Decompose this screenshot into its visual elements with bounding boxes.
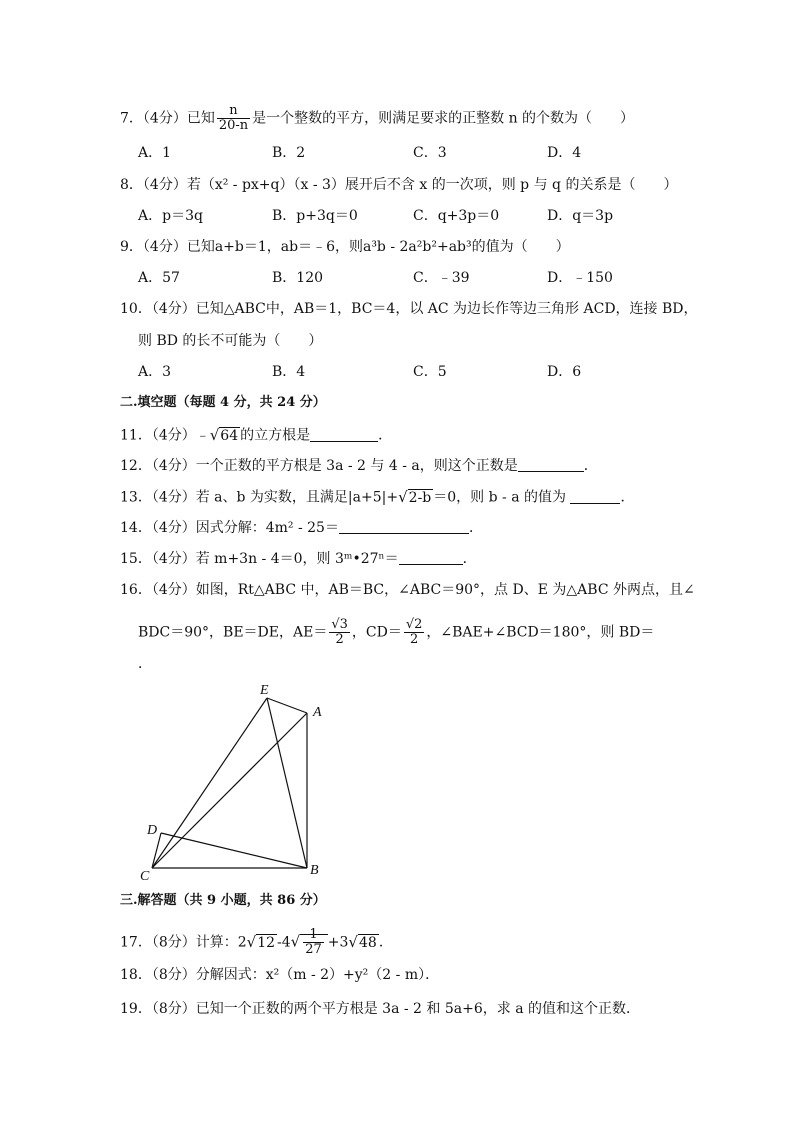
option-b: B．2 [272,145,306,161]
question-16-line-1: 16．（4分）如图，Rt△ABC 中，AB＝BC，∠ABC＝90°，点 D、E 为△ABC 外两点，且∠ [120,582,695,598]
geometry-figure [140,678,340,883]
option-b: B．120 [272,270,324,286]
radical: √48 [348,933,377,951]
label-d: D [147,823,158,838]
segment-db [161,833,307,868]
answer-blank[interactable] [399,550,463,565]
option-a: A．3 [138,364,172,380]
segment-eb [267,698,307,868]
option-d: D．6 [547,364,582,380]
answer-blank[interactable] [310,427,378,442]
section-heading-solutions: 三.解答题（共 9 小题，共 86 分） [120,893,326,908]
label-b: B [310,863,319,878]
label-c: C [140,869,150,883]
question-16-line-2: BDC＝90°，BE＝DE，AE＝ $\frac{√3}{2}$ ，CD＝ $\frac{√2}{2}$ ，∠BAE+∠BCD＝180°，则 BD＝ [138,617,655,647]
question-12: 12．（4分）一个正数的平方根是 3a - 2 与 4 - a，则这个正数是 ． [120,458,598,474]
question-18: 18．（8分）分解因式：x²（m - 2）+y²（2 - m）． [120,967,440,983]
fraction: $\frac{n}{20-n}$ [218,103,249,133]
answer-blank[interactable] [570,489,620,504]
label-e: E [260,683,269,698]
question-8: 8．（4分）若（x² - px+q）（x - 3）展开后不含 x 的一次项，则 p 与 q 的关系是（ ） [120,177,678,193]
radical: √64 [209,426,239,444]
label-a: A [313,705,322,720]
option-c: C．﹣39 [413,270,470,286]
question-11: 11．（4分）﹣√64 的立方根是 ． [120,426,393,444]
question-10-line-2: 则 BD 的长不可能为（ ） [138,333,323,349]
option-a: A．1 [138,145,172,161]
question-15: 15．（4分）若 m+3n - 4＝0，则 3ᵐ•27ⁿ＝ ． [120,551,477,567]
option-a: A．57 [138,270,180,286]
fraction: $\frac{√2}{2}$ [405,617,423,647]
radical: √2-b [398,488,432,506]
question-17: 17．（8分）计算：2√12 -4√ $\frac{1}{27}$ +3√48 ． [120,927,393,957]
segment-ac [152,713,307,868]
question-19: 19．（8分）已知一个正数的两个平方根是 3a - 2 和 5a+6，求 a 的值和这个正数． [120,1001,641,1017]
option-c: C．3 [413,145,447,161]
option-c: C．q+3p＝0 [413,208,500,224]
option-b: B．p+3q＝0 [272,208,358,224]
option-a: A．p＝3q [138,208,203,224]
segment-ec [152,698,267,868]
section-heading-fill-in: 二.填空题（每题 4 分，共 24 分） [120,395,326,410]
fraction: $\frac{1}{27}$ [305,927,322,957]
question-7: 7．（4分）已知 $\frac{n}{20-n}$ 是一个整数的平方，则满足要求的正整数 n 的个数为（ ） [120,103,635,133]
answer-blank[interactable] [518,457,584,472]
question-14: 14．（4分）因式分解：4m² - 25＝ ． [120,520,483,536]
question-9: 9．（4分）已知a+b＝1，ab＝﹣6，则a³b - 2a²b²+ab³的值为（ ） [120,239,570,255]
radical: √ $\frac{1}{27}$ [291,928,328,957]
segment-ea [267,698,307,713]
option-c: C．5 [413,364,447,380]
option-d: D．4 [547,145,582,161]
fraction: $\frac{√3}{2}$ [331,617,348,647]
option-d: D．q＝3p [547,208,614,224]
question-10-line-1: 10．（4分）已知△ABC中，AB＝1，BC＝4，以 AC 为边长作等边三角形 ACD，连接 BD， [120,301,698,317]
question-13: 13．（4分）若 a、b 为实数，且满足|a+5|+√2-b ＝0，则 b - a 的值为 ． [120,488,635,506]
option-d: D．﹣150 [547,270,613,286]
option-b: B．4 [272,364,306,380]
question-16-line-3: ． [138,656,152,672]
radical: √12 [246,933,276,951]
answer-blank[interactable] [339,519,469,534]
